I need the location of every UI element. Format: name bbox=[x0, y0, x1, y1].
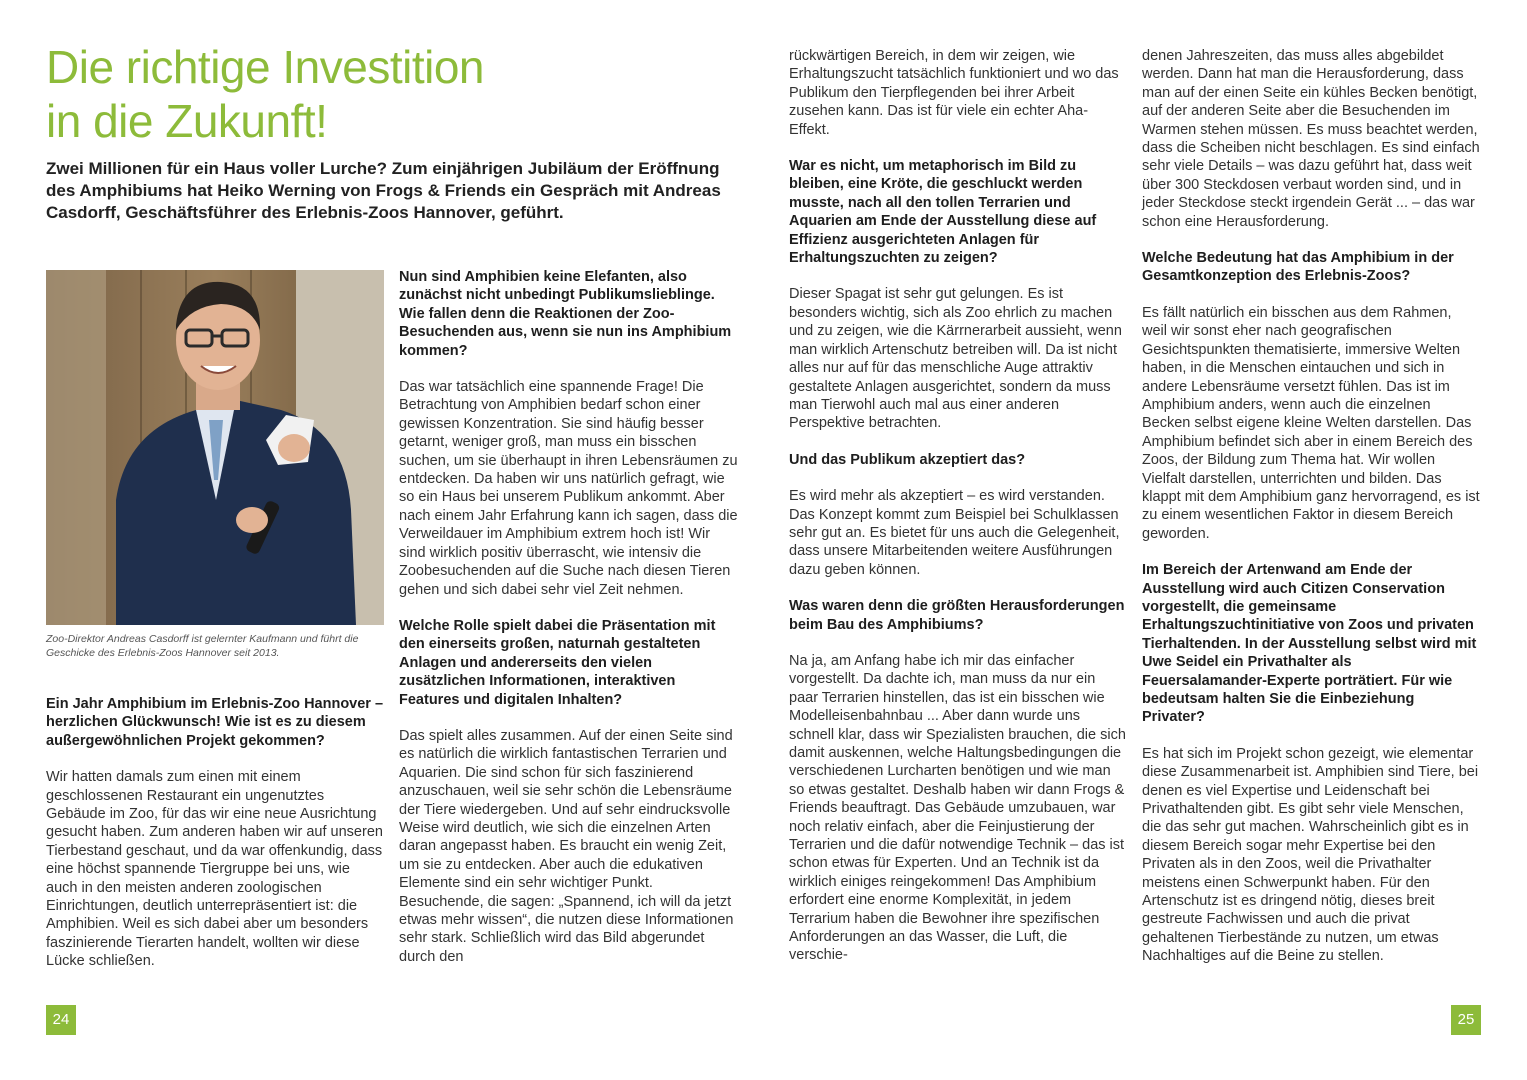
interview-answer: Das war tatsächlich eine spannende Frage! Die Betrachtung von Amphibien bedarf schon einer gewissen Konzentration. Sie sind häufig besser getarnt, weniger groß, man muss ein bisschen suchen, um sie überhaupt in ihren Lebensräumen zu entdecken. Da haben wir uns natürlich gefragt, wie so ein Haus bei unserem Publikum ankommt. Aber nach einem Jahr Erfahrung kann ich sagen, dass die Verweildauer im Amphibium extrem hoch ist! Wir sind wirklich positiv überrascht, wie intensiv die Zoobesuchenden auf die Suche nach diesen Tieren gehen und sich dabei sehr viel Zeit nehmen. bbox=[399, 379, 738, 598]
interview-answer: Na ja, am Anfang habe ich mir das einfacher vorgestellt. Da dachte ich, man muss da nur ein paar Terrarien hinstellen, das ist ein bisschen wie Modelleisenbahnbau ... Aber dann wurde uns schnell klar, dass wir Spezialisten brauchen, die sich damit auskennen, welche Haltungsbedingungen die verschiedenen Lurcharten benötigen und wie man so etwas gestaltet. Deshalb haben wir dann Frogs & Friends beauftragt. Das Gebäude umzubauen, war noch relativ einfach, aber die Feinjustierung der Terrarien und die dafür notwendige Technik – das ist schon etwas für Experten. Und an Technik ist da wirklich einiges reingekommen! Das Amphibium erfordert eine enorme Komplexität, in jedem Terrarium haben die Bewohner ihre spezifischen Anforderungen an das Wasser, die Luft, die verschie- bbox=[789, 652, 1126, 964]
interview-answer: Wir hatten damals zum einen mit einem geschlossenen Restaurant ein ungenutztes Gebäude im Zoo, für das wir eine neue Ausrichtung gesucht haben. Zum anderen haben wir auf unseren Tierbestand geschaut, und da war offenkundig, dass eine höchst spannende Tiergruppe bei uns, wie auch in den meisten anderen zoologischen Einrichtungen, deutlich unterrepräsentiert ist: die Amphibien. Weil es sich dabei aber um besonders faszinierende Tierarten handelt, wollten wir diese Lücke schließen. bbox=[46, 769, 383, 970]
page-number-left: 24 bbox=[46, 1005, 76, 1035]
intro-lead: Zwei Millionen für ein Haus voller Lurche? Zum einjährigen Jubiläum der Eröffnung des Amphibiums hat Heiko Werning von Frogs & Friends ein Gespräch mit Andreas Casdorff, Geschäftsführer des Erlebnis-Zoos Hannover, geführt. bbox=[46, 159, 721, 222]
article-column-3 bbox=[789, 47, 1127, 983]
interview-answer: Das spielt alles zusammen. Auf der einen Seite sind es natürlich die wirklich fantastischen Terrarien und Aquarien. Die sind schon für sich faszinierend anzuschauen, weil sie sehr schön die Lebensräume der Tiere wiedergeben. Und auf sehr eindrucksvolle Weise wird deutlich, wie sich die einzelnen Arten daran angepasst haben. Es braucht ein wenig Zeit, um sie zu entdecken. Aber auch die edukativen Elemente sind ein sehr wichtiger Punkt. Besuchende, die sagen: „Spannend, ich will da jetzt etwas mehr wissen“, die nutzen diese Informationen sehr stark. Schließlich wird das Bild abgerundet durch den bbox=[399, 727, 734, 965]
page-number-right: 25 bbox=[1451, 1005, 1481, 1035]
interview-answer: Es wird mehr als akzeptiert – es wird verstanden. Das Konzept kommt zum Beispiel bei Schulklassen sehr gut an. Es bietet für uns auch die Gelegenheit, dass unsere Mitarbeitenden weitere Ausführungen dazu geben können. bbox=[789, 488, 1120, 578]
article-column-4 bbox=[1142, 47, 1480, 984]
title-line-1: Die richtige Investition bbox=[46, 41, 484, 93]
article-column-1 bbox=[46, 695, 384, 989]
interview-answer: Es fällt natürlich ein bisschen aus dem Rahmen, weil wir sonst eher nach geografischen Gesichtspunkten thematisierte, immersive Welten haben, in die Menschen eintauchen und sich in andere Lebensräume versetzt fühlen. Das ist im Amphibium anders, wenn auch die einzelnen Becken selbst eigene kleine Welten darstellen. Das Amphibium befindet sich aber in einem Bereich des Zoos, der Bildung zum Thema hat. Wir wollen Vielfalt darstellen, unterrichten und bilden. Das klappt mit dem Amphibium ganz hervorragend, es ist zu einem wesentlichen Faktor in diesem Bereich geworden. bbox=[1142, 304, 1480, 542]
article-column-2 bbox=[399, 268, 739, 984]
interview-question: Was waren denn die größten Herausforderungen beim Bau des Amphibiums? bbox=[789, 598, 1125, 633]
interview-question: Ein Jahr Amphibium im Erlebnis-Zoo Hannover – herzlichen Glückwunsch! Wie ist es zu diesem außergewöhnlichen Projekt gekommen? bbox=[46, 696, 384, 749]
interview-answer: Dieser Spagat ist sehr gut gelungen. Es ist besonders wichtig, sich als Zoo ehrlich zu machen und zu zeigen, wie die Kärrnerarbeit aussieht, wenn man wirklich Artenschutz betreiben will. Da ist nicht alles nur auf für das menschliche Auge attraktiv gestaltete Anlagen ausgerichtet, sondern da muss man Tierwohl auch mal aus einer anderen Perspektive betrachten. bbox=[789, 286, 1122, 432]
interview-answer: rückwärtigen Bereich, in dem wir zeigen, wie Erhaltungszucht tatsächlich funktioniert und wo das Publikum den Tierpflegenden bei ihrer Arbeit zusehen kann. Das ist für viele ein echter Aha-Effekt. bbox=[789, 48, 1119, 138]
interview-question: Und das Publikum akzeptiert das? bbox=[789, 451, 1026, 468]
interview-question: Welche Bedeutung hat das Amphibium in der Gesamtkonzeption des Erlebnis-Zoos? bbox=[1142, 250, 1454, 285]
interview-question: Welche Rolle spielt dabei die Präsentation mit den einerseits großen, naturnah gestalteten Anlagen und andererseits den vielen zusätzlichen Informationen, interaktiven Features und digitalen Inhalten? bbox=[399, 617, 716, 708]
interview-question: Nun sind Amphibien keine Elefanten, also zunächst nicht unbedingt Publikumslieblinge. Wie fallen denn die Reaktionen der Zoo-Besuchenden aus, wenn sie nun ins Amphibium kommen? bbox=[399, 269, 732, 359]
interview-question: Im Bereich der Artenwand am Ende der Ausstellung wird auch Citizen Conservation vorgestellt, die gemeinsame Erhaltungszuchtinitiative von Zoos und privaten Tierhaltenden. In der Ausstellung selbst wird mit Uwe Seidel ein Privathalter als Feuersalamander-Experte porträtiert. Für wie bedeutsam halten Sie die Einbeziehung Privater? bbox=[1142, 562, 1477, 726]
portrait-illustration bbox=[46, 270, 384, 625]
article-title bbox=[46, 40, 606, 148]
title-line-2: in die Zukunft! bbox=[46, 95, 328, 147]
interview-question: War es nicht, um metaphorisch im Bild zu bleiben, eine Kröte, die geschluckt werden musste, nach all den tollen Terrarien und Aquarien am Ende der Ausstellung diese auf Effizienz ausgerichteten Anlagen für Erhaltungszuchten zu zeigen? bbox=[789, 158, 1097, 267]
interview-answer: Es hat sich im Projekt schon gezeigt, wie elementar diese Zusammenarbeit ist. Amphibien sind Tiere, bei denen es viel Expertise und Leidenschaft bei Privathaltenden gibt. Es gibt sehr viele Menschen, die das sehr gut machen. Wahrscheinlich gibt es in diesem Bereich sogar mehr Expertise bei den Privaten als in den Zoos, weil die Privathalter meistens einen Schwerpunkt haben. Für den Artenschutz ist es dringend nötig, dieses breit gestreute Fachwissen und auch die privat gehaltenen Tierbestände zu nutzen, um etwas Nachhaltiges auf die Beine zu stellen. bbox=[1142, 745, 1479, 965]
interview-answer: denen Jahreszeiten, das muss alles abgebildet werden. Dann hat man die Herausforderung, dass man auf der einen Seite ein kühles Becken benötigt, auf der anderen Seite aber die Besuchenden im Warmen stehen müssen. Es muss beachtet werden, dass die Scheiben nicht beschlagen. Es sind einfach sehr viele Details – was dazu geführt hat, dass weit über 300 Steckdosen verbaut worden sind, und in jeder Steckdose steckt irgendein Gerät ... – das war schon eine Herausforderung. bbox=[1142, 48, 1480, 230]
portrait-photo bbox=[46, 270, 384, 625]
photo-caption: Zoo-Direktor Andreas Casdorff ist gelernter Kaufmann und führt die Geschicke des Erlebnis-Zoos Hannover seit 2013. bbox=[46, 633, 359, 659]
